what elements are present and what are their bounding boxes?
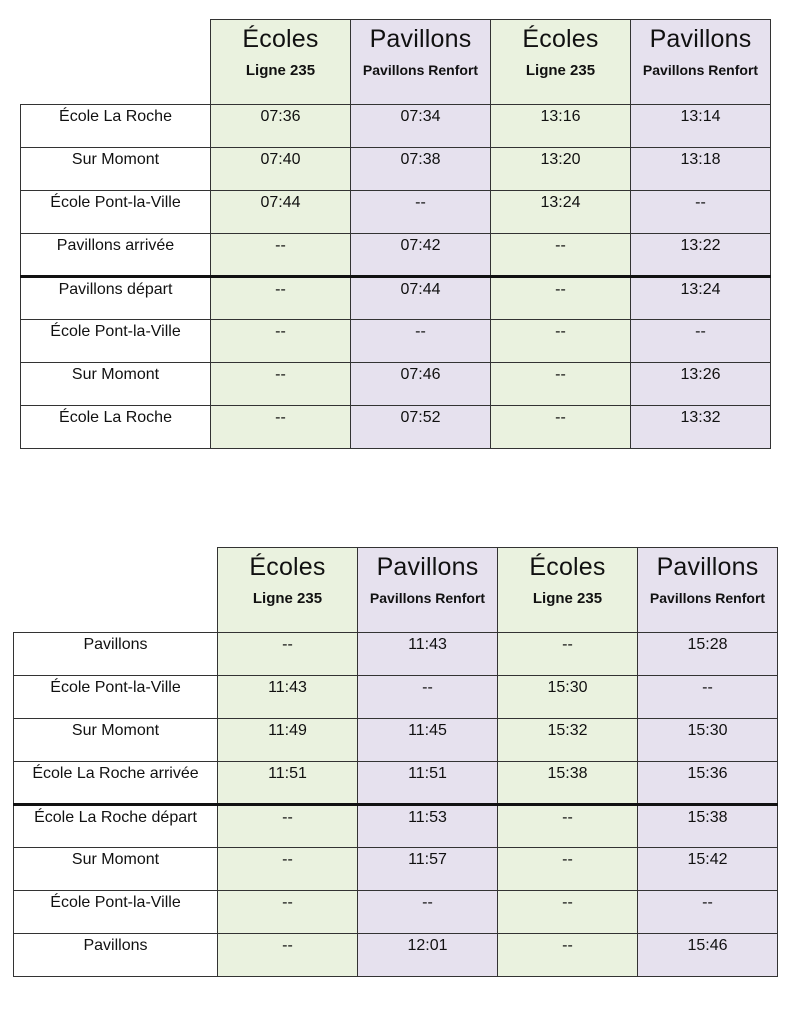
time-cell: 15:30 xyxy=(498,676,638,719)
table-row xyxy=(14,762,778,805)
stop-name: École La Roche xyxy=(21,406,211,449)
time-cell: -- xyxy=(218,633,358,676)
time-cell: -- xyxy=(218,891,358,934)
column-title: Écoles xyxy=(522,25,599,53)
column-title: Pavillons xyxy=(656,553,759,581)
time-cell: 11:45 xyxy=(358,719,498,762)
stop-name: École La Roche xyxy=(21,105,211,148)
time-cell: -- xyxy=(498,934,638,977)
time-cell: -- xyxy=(491,277,631,320)
time-cell: 11:51 xyxy=(358,762,498,805)
header-row xyxy=(21,20,771,105)
time-cell: -- xyxy=(498,805,638,848)
stop-name: Sur Momont xyxy=(14,848,218,891)
time-cell: 13:24 xyxy=(491,191,631,234)
stop-name: Pavillons arrivée xyxy=(21,234,211,277)
table-row xyxy=(21,234,771,277)
time-cell: 15:32 xyxy=(498,719,638,762)
time-cell: 12:01 xyxy=(358,934,498,977)
column-title: Pavillons xyxy=(376,553,479,581)
time-cell: -- xyxy=(211,277,351,320)
time-cell: 07:36 xyxy=(211,105,351,148)
time-cell: -- xyxy=(218,934,358,977)
stop-name: Pavillons xyxy=(14,934,218,977)
column-header-ecoles xyxy=(491,20,631,105)
table-row xyxy=(14,805,778,848)
header-row xyxy=(14,548,778,633)
timetable-morning xyxy=(20,19,771,449)
time-cell: 15:38 xyxy=(638,805,778,848)
time-cell: 15:38 xyxy=(498,762,638,805)
column-title: Écoles xyxy=(529,553,606,581)
time-cell: -- xyxy=(498,891,638,934)
column-header-ecoles xyxy=(218,548,358,633)
time-cell: -- xyxy=(638,676,778,719)
table-row xyxy=(14,633,778,676)
column-header-pavillons xyxy=(358,548,498,633)
time-cell: -- xyxy=(218,848,358,891)
time-cell: -- xyxy=(351,320,491,363)
table-row xyxy=(21,191,771,234)
time-cell: -- xyxy=(491,363,631,406)
column-subtitle: Ligne 235 xyxy=(252,590,323,607)
table-row xyxy=(14,891,778,934)
time-cell: 07:52 xyxy=(351,406,491,449)
time-cell: 13:22 xyxy=(631,234,771,277)
time-cell: -- xyxy=(358,891,498,934)
table-row xyxy=(14,848,778,891)
column-subtitle: Ligne 235 xyxy=(525,62,596,79)
column-title: Écoles xyxy=(242,25,319,53)
stop-name: École Pont-la-Ville xyxy=(14,676,218,719)
time-cell: 13:14 xyxy=(631,105,771,148)
table-row xyxy=(21,406,771,449)
time-cell: -- xyxy=(211,406,351,449)
stop-name: Pavillons xyxy=(14,633,218,676)
time-cell: -- xyxy=(638,891,778,934)
time-cell: 15:46 xyxy=(638,934,778,977)
column-subtitle: Ligne 235 xyxy=(245,62,316,79)
timetable-midday-afternoon xyxy=(13,547,778,977)
time-cell: 15:36 xyxy=(638,762,778,805)
time-cell: -- xyxy=(211,234,351,277)
stop-name: École Pont-la-Ville xyxy=(21,191,211,234)
time-cell: 11:43 xyxy=(358,633,498,676)
time-cell: 15:28 xyxy=(638,633,778,676)
table-row xyxy=(14,934,778,977)
time-cell: -- xyxy=(491,320,631,363)
time-cell: 07:38 xyxy=(351,148,491,191)
time-cell: -- xyxy=(631,320,771,363)
time-cell: 13:26 xyxy=(631,363,771,406)
time-cell: 07:46 xyxy=(351,363,491,406)
time-cell: -- xyxy=(358,676,498,719)
stop-name: Sur Momont xyxy=(14,719,218,762)
time-cell: 13:32 xyxy=(631,406,771,449)
column-title: Écoles xyxy=(249,553,326,581)
stop-name: École Pont-la-Ville xyxy=(21,320,211,363)
time-cell: -- xyxy=(491,234,631,277)
time-cell: 15:42 xyxy=(638,848,778,891)
column-title: Pavillons xyxy=(369,25,472,53)
time-cell: -- xyxy=(498,848,638,891)
header-blank-cell xyxy=(14,548,218,633)
time-cell: -- xyxy=(211,363,351,406)
time-cell: -- xyxy=(631,191,771,234)
column-subtitle: Pavillons Renfort xyxy=(642,62,759,78)
table-row xyxy=(21,148,771,191)
time-cell: 11:57 xyxy=(358,848,498,891)
time-cell: -- xyxy=(498,633,638,676)
time-cell: 07:42 xyxy=(351,234,491,277)
table-row xyxy=(21,363,771,406)
column-subtitle: Pavillons Renfort xyxy=(362,62,479,78)
time-cell: -- xyxy=(491,406,631,449)
time-cell: 11:53 xyxy=(358,805,498,848)
column-subtitle: Pavillons Renfort xyxy=(369,590,486,606)
stop-name: École Pont-la-Ville xyxy=(14,891,218,934)
time-cell: 13:20 xyxy=(491,148,631,191)
time-cell: 07:34 xyxy=(351,105,491,148)
time-cell: 13:18 xyxy=(631,148,771,191)
column-header-pavillons xyxy=(638,548,778,633)
header-blank-cell xyxy=(21,20,211,105)
column-subtitle: Ligne 235 xyxy=(532,590,603,607)
time-cell: 11:43 xyxy=(218,676,358,719)
table-row xyxy=(21,105,771,148)
column-title: Pavillons xyxy=(649,25,752,53)
table-row xyxy=(14,719,778,762)
time-cell: -- xyxy=(218,805,358,848)
time-cell: 07:44 xyxy=(211,191,351,234)
column-header-pavillons xyxy=(351,20,491,105)
time-cell: 11:51 xyxy=(218,762,358,805)
table-row xyxy=(21,277,771,320)
time-cell: -- xyxy=(211,320,351,363)
stop-name: Pavillons départ xyxy=(21,277,211,320)
column-header-ecoles xyxy=(211,20,351,105)
stop-name: Sur Momont xyxy=(21,363,211,406)
table-row xyxy=(21,320,771,363)
time-cell: 13:16 xyxy=(491,105,631,148)
stop-name: École La Roche arrivée xyxy=(14,762,218,805)
column-header-pavillons xyxy=(631,20,771,105)
time-cell: 11:49 xyxy=(218,719,358,762)
column-header-ecoles xyxy=(498,548,638,633)
time-cell: 15:30 xyxy=(638,719,778,762)
column-subtitle: Pavillons Renfort xyxy=(649,590,766,606)
time-cell: 07:44 xyxy=(351,277,491,320)
time-cell: -- xyxy=(351,191,491,234)
stop-name: École La Roche départ xyxy=(14,805,218,848)
stop-name: Sur Momont xyxy=(21,148,211,191)
time-cell: 13:24 xyxy=(631,277,771,320)
time-cell: 07:40 xyxy=(211,148,351,191)
table-row xyxy=(14,676,778,719)
